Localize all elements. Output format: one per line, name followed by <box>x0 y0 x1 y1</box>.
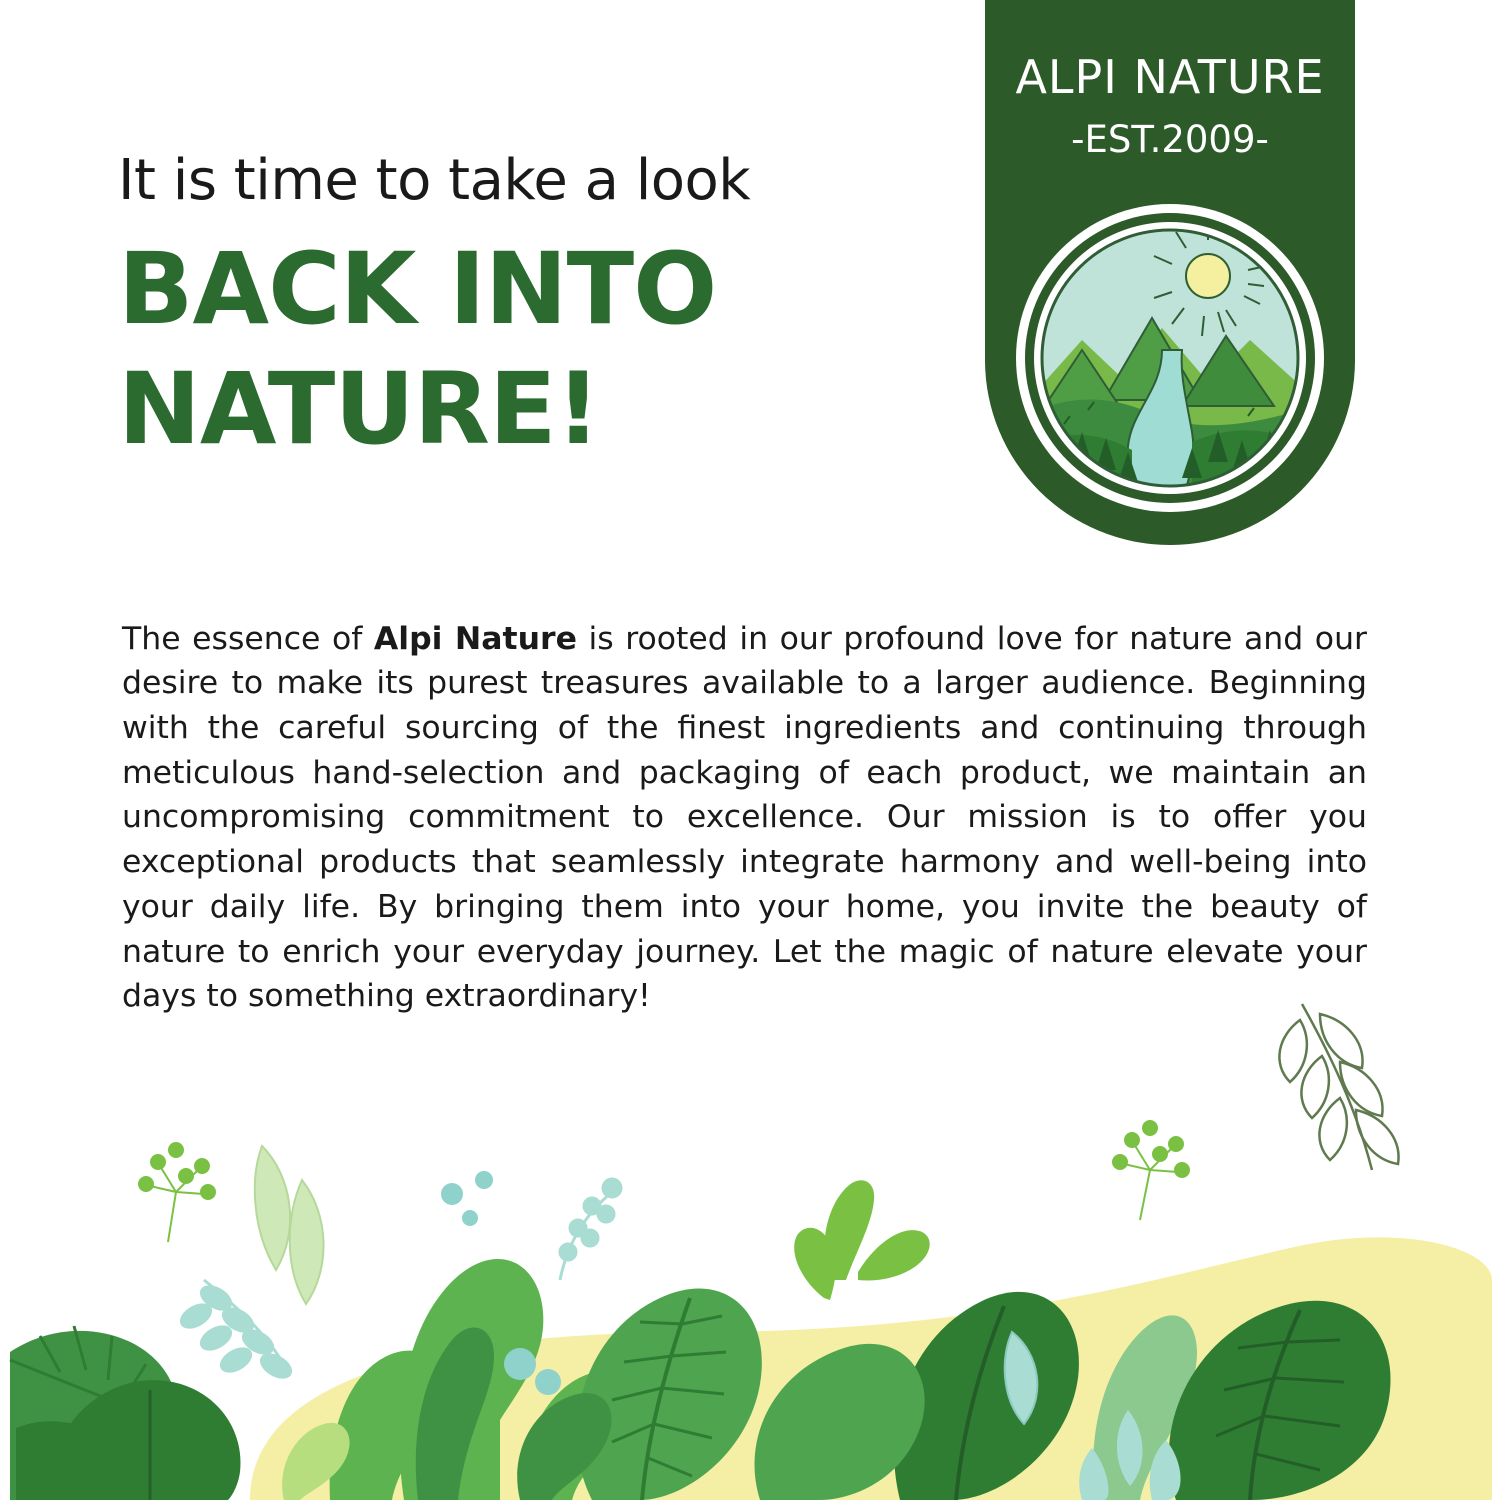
body-brand-bold: Alpi Nature <box>373 620 577 657</box>
body-part-1: The essence of <box>122 620 374 657</box>
headline-main-line1: BACK INTO <box>118 231 717 347</box>
headline-block <box>118 150 958 471</box>
headline-main <box>118 230 958 472</box>
headline-eyebrow: It is time to take a look <box>118 148 751 213</box>
brand-name: ALPI NATURE <box>1015 50 1325 104</box>
mountain-sun-river-emblem <box>1012 200 1328 516</box>
foliage-leaves-illustration <box>0 980 1492 1500</box>
body-part-2: is rooted in our profound love for nature and our desire to make its purest treasures available to a larger audience. Beginning with the careful sourcing of the finest ingredients and continuing through meticulous hand-selection and packaging of each product, we maintain an uncompromising commitment to excellence. Our mission is to offer you exceptional products that seamlessly integrate harmony and well-being into your daily life. By bringing them into your home, you invite the beauty of nature to enrich your everyday journey. Let the magic of nature elevate your days to something extraordinary! <box>122 620 1367 1015</box>
headline-main-line2: NATURE! <box>118 352 600 468</box>
brand-established: -EST.2009- <box>1071 118 1269 161</box>
brand-badge <box>985 0 1355 545</box>
body-paragraph <box>122 617 1367 1019</box>
